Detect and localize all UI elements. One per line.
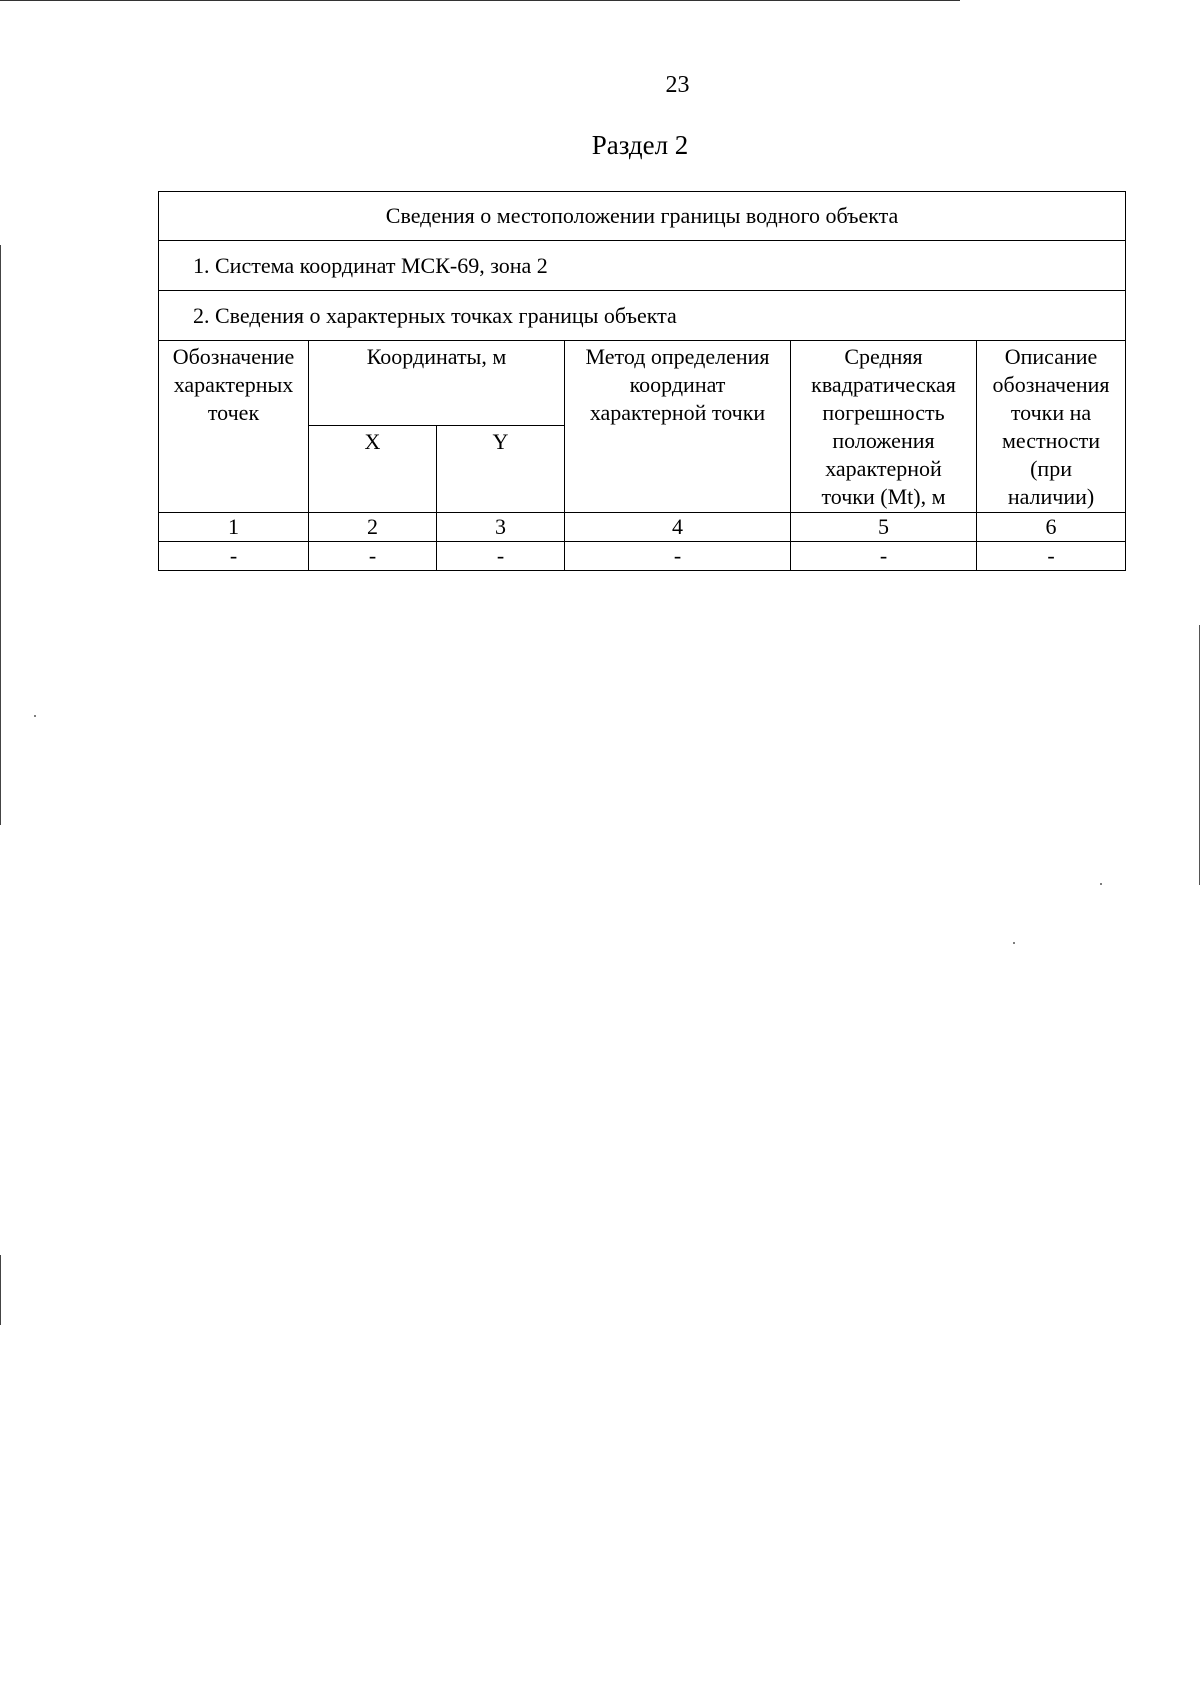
scan-artifact-left-edge-lower (0, 1255, 1, 1325)
section-title: Раздел 2 (591, 130, 689, 160)
column-number-row (159, 513, 1126, 542)
column-number: 1 (159, 513, 309, 542)
scan-speck (1013, 942, 1015, 944)
cell-method: - (565, 542, 791, 571)
cell-designation: - (159, 542, 309, 571)
table-title-row (159, 192, 1126, 241)
boundary-points-table (158, 191, 1126, 571)
scan-speck (34, 715, 36, 717)
header-y: Y (437, 426, 565, 513)
points-info-row (159, 291, 1126, 341)
coordinate-system-row (159, 241, 1126, 291)
header-coordinates: Координаты, м (309, 341, 565, 426)
header-designation: Обозначение характерных точек (159, 341, 309, 513)
points-info-text: 2. Сведения о характерных точках границы объекта (159, 291, 1126, 341)
column-number: 3 (437, 513, 565, 542)
column-number: 2 (309, 513, 437, 542)
scan-speck (1100, 883, 1102, 885)
cell-x: - (309, 542, 437, 571)
header-description: Описание обозначения точки на местности (при наличии) (977, 341, 1126, 513)
column-number: 4 (565, 513, 791, 542)
cell-error: - (791, 542, 977, 571)
column-number: 5 (791, 513, 977, 542)
scan-artifact-left-edge (0, 245, 1, 825)
table-title: Сведения о местоположении границы водного объекта (159, 192, 1126, 241)
header-error: Средняя квадратическая погрешность положения характерной точки (Mt), м (791, 341, 977, 513)
cell-description: - (977, 542, 1126, 571)
header-row (159, 341, 1126, 426)
coordinate-system-text: 1. Система координат МСК-69, зона 2 (159, 241, 1126, 291)
page-number: 23 (665, 72, 690, 98)
cell-y: - (437, 542, 565, 571)
header-x: X (309, 426, 437, 513)
header-method: Метод определения координат характерной точки (565, 341, 791, 513)
scan-artifact-top-line (0, 0, 960, 1)
table-row (159, 542, 1126, 571)
column-number: 6 (977, 513, 1126, 542)
